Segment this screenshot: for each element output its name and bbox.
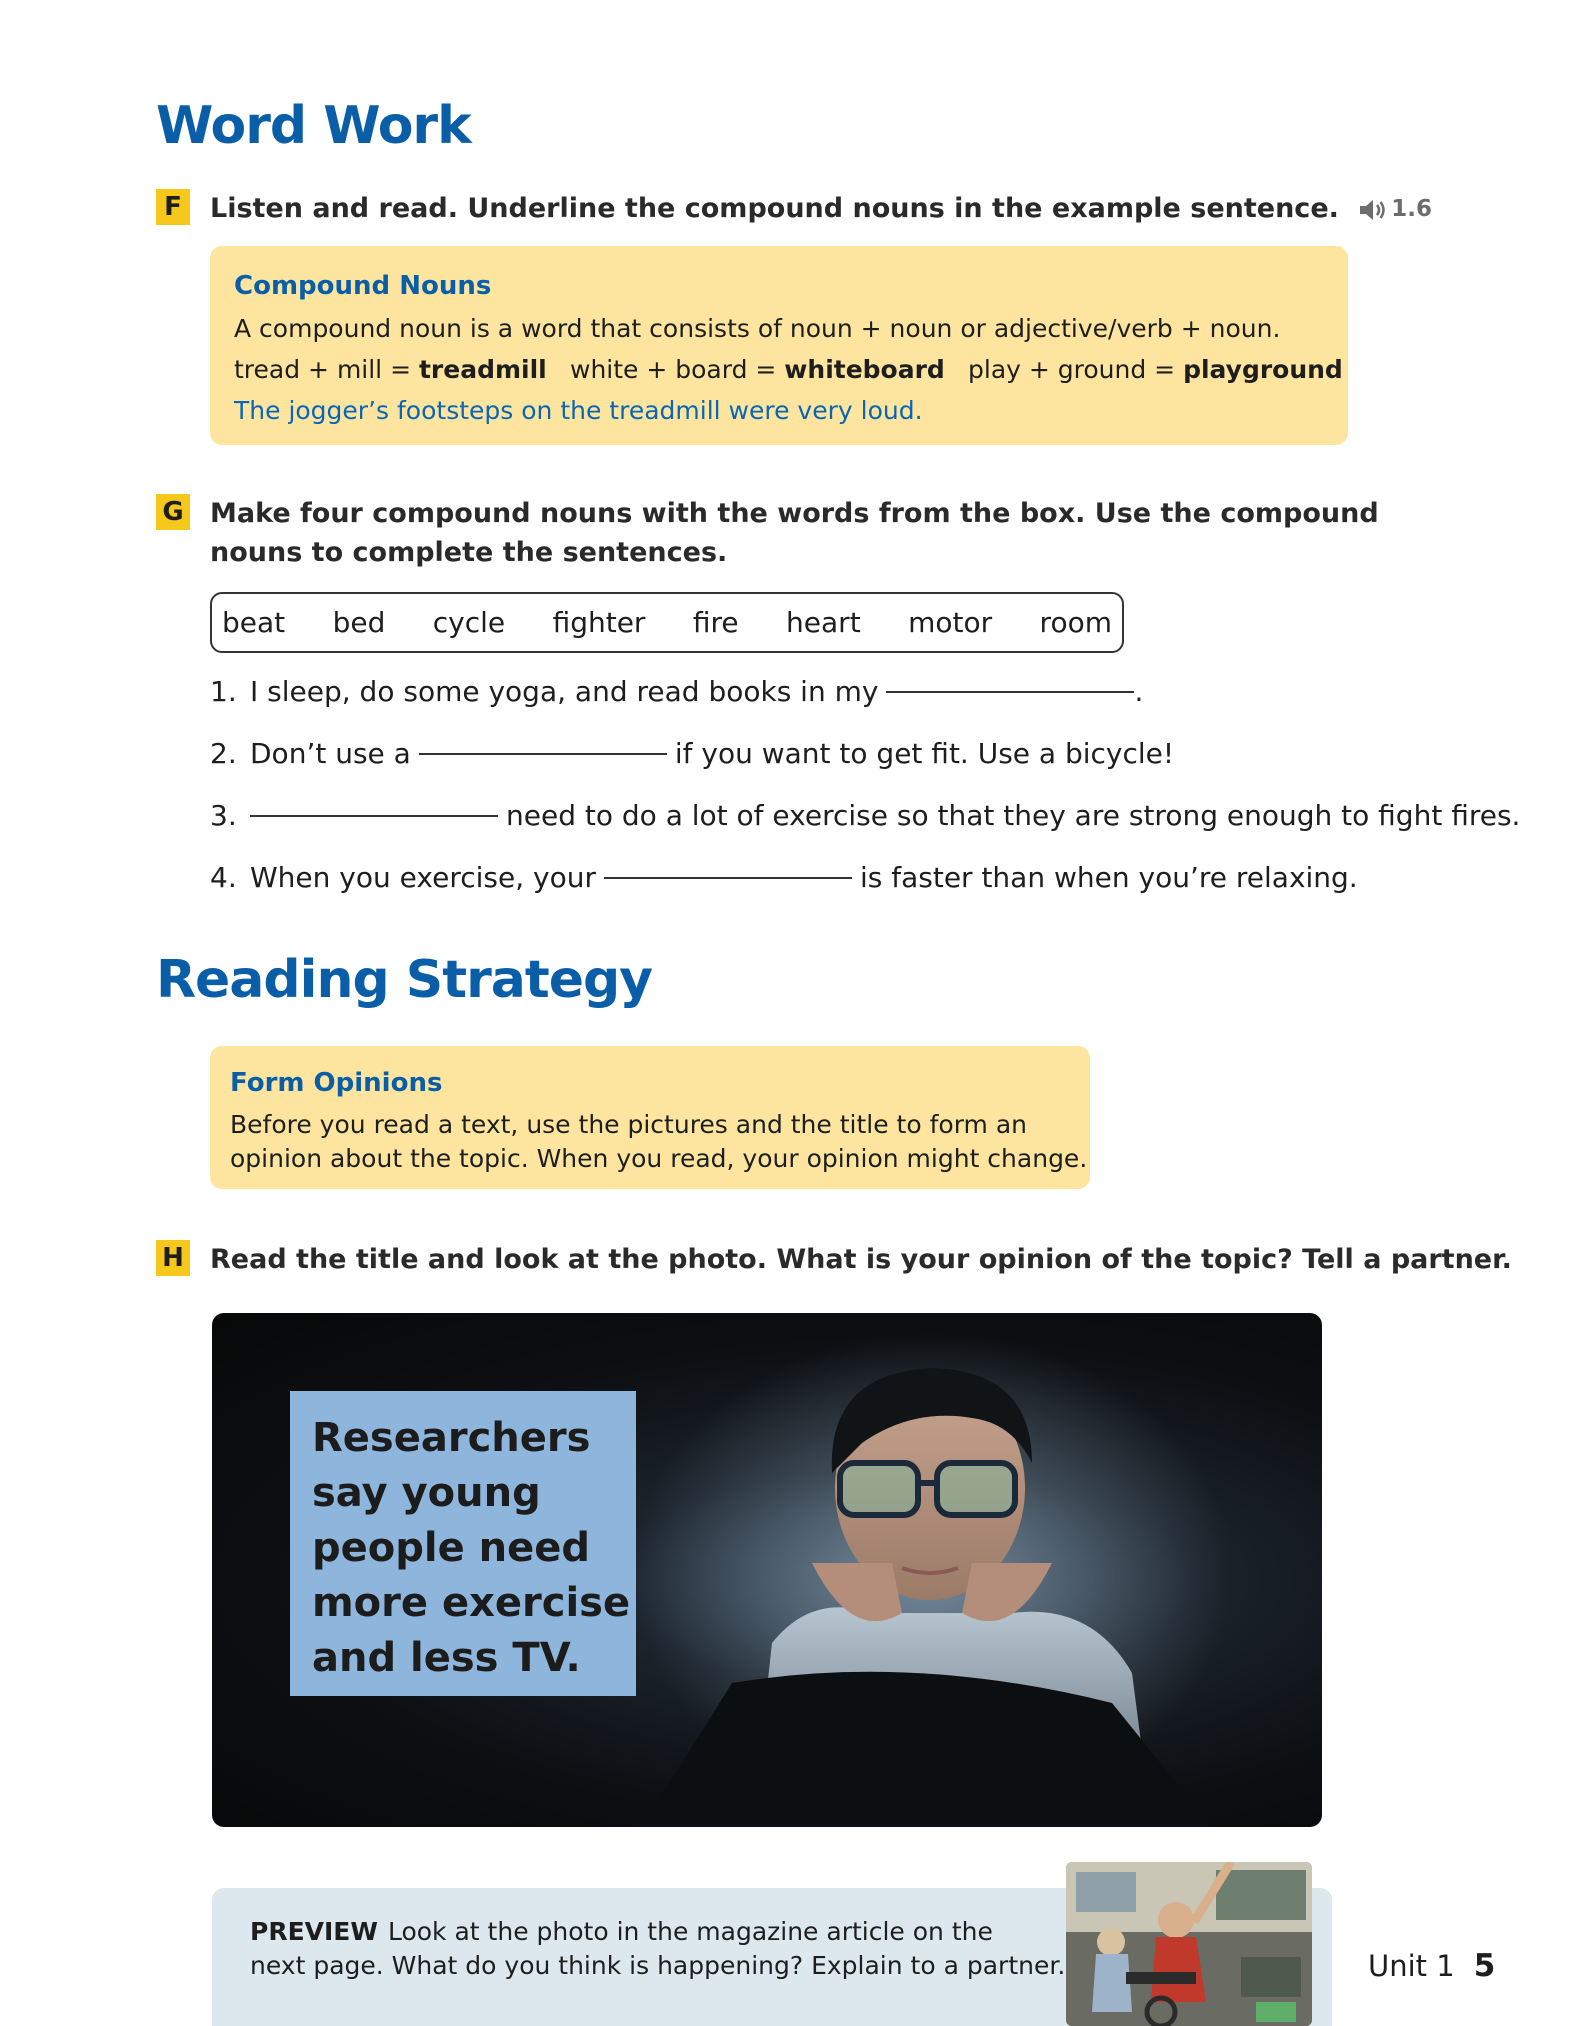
preview-label: PREVIEW: [250, 1917, 378, 1946]
classroom-thumbnail-photo: [1066, 1862, 1312, 2026]
sentence-1: [210, 675, 1143, 708]
sentence-2: [210, 737, 1174, 770]
sentence-after: if you want to get fit. Use a bicycle!: [674, 737, 1175, 770]
word-box-item: beat: [222, 606, 286, 639]
caption-line: Researchers: [312, 1415, 591, 1461]
sentence-number: 4.: [210, 861, 237, 894]
photo-caption-box: [290, 1391, 636, 1696]
exercise-g-badge: G: [156, 494, 190, 530]
sentence-number: 2.: [210, 737, 237, 770]
example-treadmill: [234, 355, 547, 384]
caption-line: and less TV.: [312, 1635, 581, 1681]
compound-nouns-title: Compound Nouns: [234, 271, 492, 301]
form-opinions-title: Form Opinions: [230, 1068, 443, 1098]
exercise-f-instruction: [210, 189, 1432, 229]
sentence-number: 1.: [210, 675, 237, 708]
example-parts: play + ground =: [968, 355, 1184, 384]
caption-line: more exercise: [312, 1580, 631, 1626]
sentence-before: I sleep, do some yoga, and read books in my: [250, 675, 879, 708]
example-parts: white + board =: [570, 355, 785, 384]
sentence-before: Don’t use a: [250, 737, 411, 770]
word-box-item: cycle: [432, 606, 506, 639]
answer-blank[interactable]: [886, 690, 1134, 693]
word-box-item: bed: [332, 606, 386, 639]
compound-nouns-definition: A compound noun is a word that consists of noun + noun or adjective/verb + noun.: [234, 314, 1281, 343]
word-work-heading: Word Work: [156, 96, 471, 156]
exercise-f-badge: F: [156, 189, 190, 225]
sentence-after: .: [1134, 675, 1144, 708]
word-box-item: motor: [908, 606, 993, 639]
speaker-icon: [1358, 197, 1388, 223]
reading-strategy-heading: Reading Strategy: [156, 950, 653, 1010]
boy-laptop-photo: [212, 1313, 1322, 1827]
sentence-number: 3.: [210, 799, 237, 832]
word-box-item: fire: [692, 606, 739, 639]
sentence-3: [210, 799, 1520, 832]
caption-line: people need: [312, 1525, 591, 1571]
preview-line-1: [250, 1915, 993, 1949]
classroom-illustration: [1066, 1862, 1312, 2026]
preview-line-2: next page. What do you think is happening? Explain to a partner.: [250, 1951, 1066, 1980]
example-result: treadmill: [418, 355, 547, 384]
compound-nouns-box: [210, 246, 1348, 445]
caption-line: say young: [312, 1470, 541, 1516]
example-result: playground: [1183, 355, 1343, 384]
sentence-before: When you exercise, your: [250, 861, 596, 894]
word-box-item: room: [1039, 606, 1112, 639]
exercise-f-instruction-text: Listen and read. Underline the compound nouns in the example sentence.: [210, 193, 1339, 224]
audio-track-number: 1.6: [1391, 196, 1433, 222]
word-box: [210, 592, 1124, 653]
audio-track-button[interactable]: [1358, 190, 1432, 229]
exercise-h-badge: H: [156, 1240, 190, 1276]
preview-text-1: Look at the photo in the magazine article on the: [387, 1917, 993, 1946]
exercise-h-instruction: Read the title and look at the photo. What is your opinion of the topic? Tell a partner.: [210, 1244, 1512, 1275]
example-result: whiteboard: [784, 355, 945, 384]
page-number: 5: [1473, 1948, 1496, 1984]
sentence-4: [210, 861, 1358, 894]
example-sentence: The jogger’s footsteps on the treadmill were very loud.: [234, 396, 923, 425]
word-box-item: fighter: [552, 606, 646, 639]
sentence-after: is faster than when you’re relaxing.: [859, 861, 1358, 894]
sentence-after: need to do a lot of exercise so that they are strong enough to fight fires.: [506, 799, 1521, 832]
answer-blank[interactable]: [604, 876, 852, 879]
example-parts: tread + mill =: [234, 355, 419, 384]
answer-blank[interactable]: [419, 752, 667, 755]
word-box-item: heart: [786, 606, 861, 639]
exercise-g-instruction: Make four compound nouns with the words from the box. Use the compound nouns to complete the sentences.: [210, 498, 1379, 568]
page-footer: [1368, 1948, 1495, 1984]
form-opinions-line-1: Before you read a text, use the pictures and the title to form an: [230, 1110, 1027, 1139]
example-whiteboard: [570, 355, 945, 384]
form-opinions-line-2: opinion about the topic. When you read, your opinion might change.: [230, 1144, 1088, 1173]
form-opinions-box: [210, 1046, 1090, 1189]
answer-blank[interactable]: [250, 814, 498, 817]
example-playground: [968, 355, 1343, 384]
unit-label: Unit 1: [1368, 1949, 1455, 1983]
